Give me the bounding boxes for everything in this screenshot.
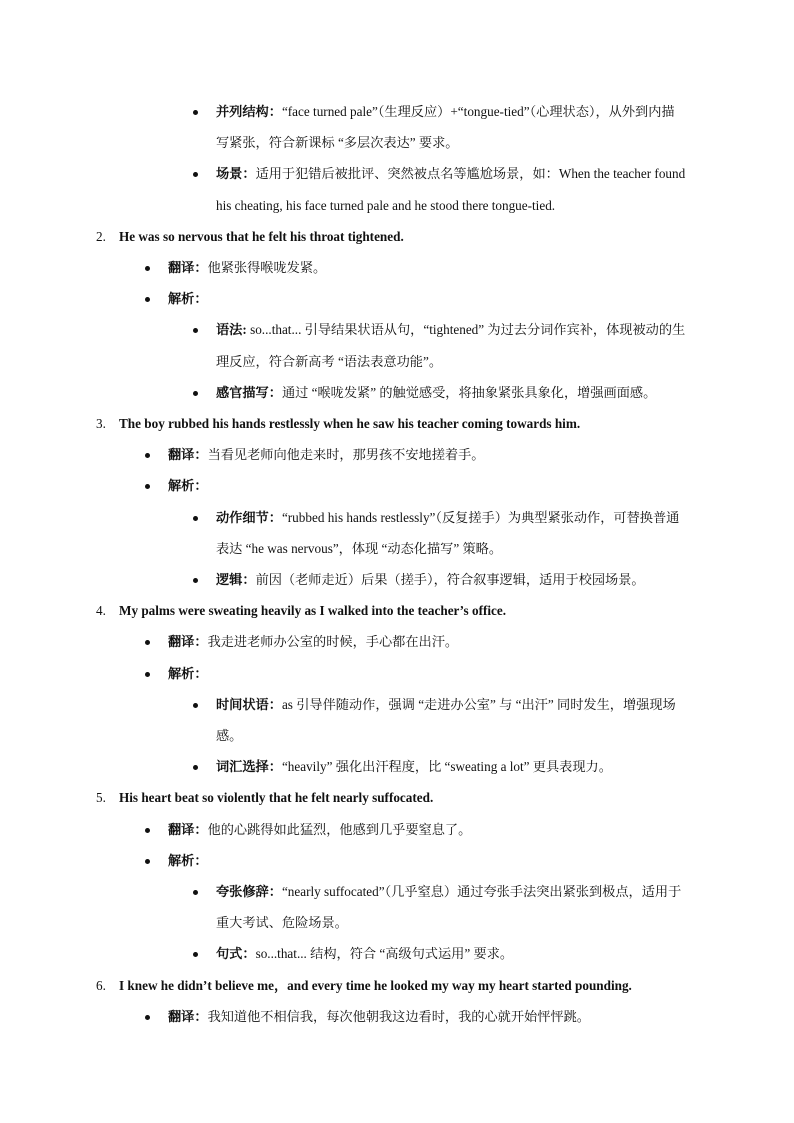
- bullet-line: [168, 822, 471, 838]
- sub-bullet-text: 表达 “he was nervous”，体现 “动态化描写” 策略。: [216, 540, 503, 556]
- bullet-line: [168, 478, 208, 494]
- sub-bullet-text: “face turned pale”（生理反应）+“tongue-tied”（心理状态），从外到内描: [281, 104, 675, 119]
- sub-bullet-line: [216, 728, 242, 744]
- bullet-dot-icon: [145, 453, 150, 458]
- bullet-dot-icon: [145, 828, 150, 833]
- bullet-dot-icon: [145, 266, 150, 271]
- item-number: 3.: [96, 416, 106, 431]
- item-number: 5.: [96, 790, 106, 806]
- bullet-line: [168, 634, 458, 650]
- bullet-line: [168, 1009, 590, 1025]
- bullet-dot-icon: [193, 703, 198, 708]
- sub-bullet-text: 通过 “喉咙发紧” 的触觉感受，将抽象紧张具象化，增强画面感。: [281, 384, 657, 400]
- sub-bullet-line: [216, 135, 459, 151]
- bullet-dot-icon: [193, 391, 198, 396]
- sub-bullet-line: [216, 697, 676, 713]
- item-number: 4.: [96, 603, 106, 619]
- bullet-text: 当看见老师向他走来时，那男孩不安地搓着手。: [207, 447, 485, 463]
- item-number: 2.: [96, 228, 106, 244]
- bullet-dot-icon: [193, 765, 198, 770]
- sub-bullet-text: 感。: [216, 728, 243, 743]
- bullet-dot-icon: [193, 890, 198, 895]
- bullet-label: 解析：: [168, 665, 208, 681]
- bullet-text: 他紧张得喉咙发紧。: [207, 260, 327, 275]
- item-number: 6.: [96, 977, 106, 993]
- sub-bullet-text: so...that... 引导结果状语从句，“tightened” 为过去分词作宾补，体现被动的生: [246, 322, 686, 338]
- bullet-line: [168, 853, 208, 869]
- sub-bullet-text: 前因（老师走近）后果（搓手），符合叙事逻辑，适用于校园场景。: [255, 572, 645, 587]
- bullet-dot-icon: [193, 172, 198, 177]
- bullet-dot-icon: [193, 578, 198, 583]
- bullet-line: [168, 291, 208, 307]
- example-sentence: My palms were sweating heavily as I walked into the teacher’s office.: [119, 603, 507, 619]
- sub-bullet-line: [216, 946, 513, 962]
- example-sentence: I knew he didn’t believe me，and every time he looked my way my heart started pounding.: [119, 977, 632, 993]
- sub-bullet-line: [216, 322, 685, 338]
- sub-bullet-label: 句式：: [216, 946, 256, 962]
- sub-bullet-text: “nearly suffocated”（几乎窒息）通过夸张手法突出紧张到极点，适用于: [281, 884, 682, 899]
- sub-bullet-text: as 引导伴随动作，强调 “走进办公室” 与 “出汗” 同时发生，增强现场: [281, 696, 676, 712]
- sub-bullet-line: [216, 884, 681, 900]
- bullet-dot-icon: [193, 328, 198, 333]
- sub-bullet-text: 重大考试、危险场景。: [216, 915, 348, 931]
- sub-bullet-text: 适用于犯错后被批评、突然被点名等尴尬场景，如：When the teacher found: [255, 166, 686, 182]
- bullet-label: 翻译：: [168, 447, 208, 463]
- bullet-line: [168, 260, 326, 276]
- example-sentence: He was so nervous that he felt his throat tightened.: [119, 228, 404, 244]
- bullet-text: 我走进老师办公室的时候，手心都在出汗。: [207, 634, 459, 650]
- sub-bullet-text: “rubbed his hands restlessly”（反复搓手）为典型紧张动作，可替换普通: [281, 509, 680, 525]
- sub-bullet-line: [216, 541, 502, 557]
- example-sentence: His heart beat so violently that he felt nearly suffocated.: [119, 790, 434, 806]
- sub-bullet-text: so...that... 结构，符合 “高级句式运用” 要求。: [255, 946, 514, 962]
- sub-bullet-text: 理反应，符合新高考 “语法表意功能”。: [216, 353, 443, 369]
- bullet-label: 解析：: [168, 291, 208, 307]
- sub-bullet-label: 场景：: [216, 166, 256, 182]
- example-sentence: The boy rubbed his hands restlessly when he saw his teacher coming towards him.: [119, 416, 581, 431]
- sub-bullet-label: 词汇选择：: [216, 759, 282, 775]
- sub-bullet-line: [216, 510, 679, 526]
- bullet-dot-icon: [145, 672, 150, 677]
- sub-bullet-line: [216, 759, 612, 775]
- bullet-label: 翻译：: [168, 260, 208, 275]
- bullet-dot-icon: [145, 640, 150, 645]
- bullet-dot-icon: [145, 484, 150, 489]
- bullet-label: 解析：: [168, 478, 208, 494]
- sub-bullet-line: [216, 385, 656, 401]
- bullet-line: [168, 666, 208, 682]
- sub-bullet-text: his cheating, his face turned pale and he stood there tongue-tied.: [216, 197, 556, 213]
- bullet-label: 翻译：: [168, 634, 208, 650]
- bullet-dot-icon: [193, 110, 198, 115]
- bullet-label: 解析：: [168, 852, 208, 868]
- bullet-text: 他的心跳得如此猛烈，他感到几乎要窒息了。: [207, 821, 472, 837]
- sub-bullet-label: 夸张修辞：: [216, 884, 282, 899]
- sub-bullet-line: [216, 572, 645, 588]
- bullet-dot-icon: [193, 516, 198, 521]
- sub-bullet-line: [216, 198, 555, 214]
- sub-bullet-line: [216, 104, 675, 120]
- sub-bullet-text: “heavily” 强化出汗程度，比 “sweating a lot” 更具表现力。: [281, 759, 612, 775]
- bullet-dot-icon: [145, 297, 150, 302]
- bullet-text: 我知道他不相信我，每次他朝我这边看时，我的心就开始怦怦跳。: [207, 1008, 590, 1024]
- bullet-dot-icon: [145, 1015, 150, 1020]
- bullet-dot-icon: [193, 952, 198, 957]
- bullet-dot-icon: [145, 859, 150, 864]
- bullet-label: 翻译：: [168, 821, 208, 837]
- sub-bullet-label: 动作细节：: [216, 509, 282, 525]
- sub-bullet-label: 时间状语：: [216, 696, 282, 712]
- sub-bullet-line: [216, 354, 442, 370]
- sub-bullet-label: 并列结构：: [216, 104, 282, 119]
- sub-bullet-label: 逻辑：: [216, 572, 256, 587]
- sub-bullet-label: 感官描写：: [216, 384, 282, 400]
- bullet-line: [168, 447, 485, 463]
- bullet-label: 翻译：: [168, 1008, 208, 1024]
- sub-bullet-line: [216, 915, 348, 931]
- sub-bullet-line: [216, 166, 685, 182]
- sub-bullet-label: 语法:: [216, 322, 247, 338]
- sub-bullet-text: 写紧张，符合新课标 “多层次表达” 要求。: [216, 135, 459, 151]
